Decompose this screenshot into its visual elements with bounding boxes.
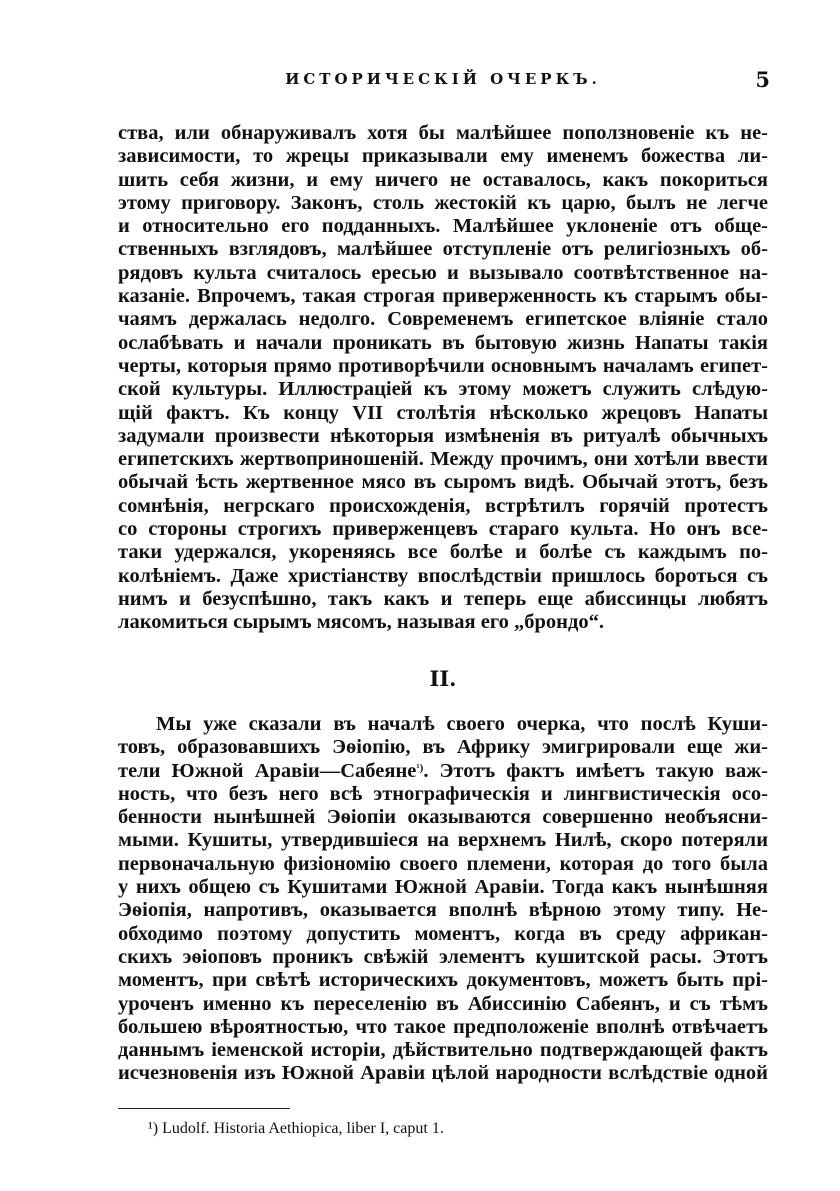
text-line: зависимости, то жрецы приказывали ему именемъ божества ли- xyxy=(118,145,768,168)
text-line: казаніе. Впрочемъ, такая строгая приверженность къ старымъ обы- xyxy=(118,285,768,308)
text-line: ства, или обнаруживалъ хотя бы малѣйшее поползновеніе къ не- xyxy=(118,122,768,144)
text-fragment: . Этотъ фактъ имѣетъ такую важ- xyxy=(423,759,768,782)
text-line: нимъ и безуспѣшно, такъ какъ и теперь еще абиссинцы любятъ xyxy=(118,587,768,610)
text-line: у нихъ общею съ Кушитами Южной Аравіи. Тогда какъ нынѣшняя xyxy=(118,876,768,899)
text-line: скихъ эѳіоповъ проникъ свѣжій элементъ кушитской расы. Этотъ xyxy=(118,945,768,968)
running-head xyxy=(118,67,770,94)
text-line: ослабѣвать и начали проникать въ бытовую жизнь Напаты такія xyxy=(118,331,768,354)
text-line: сомнѣнія, негрскаго происхожденія, встрѣтилъ горячій протестъ xyxy=(118,494,768,517)
text-line: бенности нынѣшней Эѳіопіи оказываются совершенно необъясни- xyxy=(118,806,768,829)
text-line: черты, которыя прямо противорѣчили основнымъ началамъ египет- xyxy=(118,354,768,377)
text-line: и относительно его подданныхъ. Малѣйшее уклоненіе отъ обще- xyxy=(118,215,768,238)
text-line: обходимо поэтому допустить моментъ, когда въ среду африкан- xyxy=(118,922,768,945)
text-line: Мы уже сказали въ началѣ своего очерка, что послѣ Куши- xyxy=(156,713,768,735)
text-line: исчезновенія изъ Южной Аравіи цѣлой народности вслѣдствіе одной xyxy=(118,1062,768,1085)
footnote-reference: ¹) xyxy=(416,761,424,774)
text-line: со стороны строгихъ приверженцевъ стараго культа. Но онъ все- xyxy=(118,518,768,541)
text-line: рядовъ культа считалось ересью и вызывало соотвѣтственное на- xyxy=(118,261,768,284)
footnote xyxy=(148,1120,748,1138)
text-line: щій фактъ. Къ концу VII столѣтія нѣсколько жрецовъ Напаты xyxy=(118,401,768,424)
footnote-marker: ¹) xyxy=(148,1120,159,1137)
text-line: большею вѣроятностью, что такое предположеніе вполнѣ отвѣчаетъ xyxy=(118,1015,768,1038)
text-line: обычай ѣсть жертвенное мясо въ сыромъ видѣ. Обычай этотъ, безъ xyxy=(118,471,768,494)
paragraph-1 xyxy=(118,122,768,635)
section-heading: II. xyxy=(429,666,457,691)
text-line: уроченъ именно къ переселенію въ Абиссинію Сабеянъ, и съ тѣмъ xyxy=(118,992,768,1015)
text-line-with-footnote xyxy=(118,760,768,783)
footnote-divider xyxy=(118,1108,290,1109)
running-title: ИСТОРИЧЕСКІЙ ОЧЕРКЪ. xyxy=(285,70,601,88)
text-line: ность, что безъ него всѣ этнографическія и лингвистическія осо- xyxy=(118,782,768,805)
text-line: таки удержался, укореняясь все болѣе и болѣе съ каждымъ по- xyxy=(118,541,768,564)
text-line: моментъ, при свѣтѣ историческихъ документовъ, можетъ быть пpi- xyxy=(118,969,768,992)
text-line: даннымъ іеменской исторіи, дѣйствительно подтверждающей фактъ xyxy=(118,1039,768,1062)
page-number: 5 xyxy=(755,67,770,92)
text-line: лакомиться сырымъ мясомъ, называя его „брондо“. xyxy=(118,611,604,634)
text-fragment: тели Южной Аравіи—Сабеяне xyxy=(118,759,417,782)
text-line: ской культуры. Иллюстраціей къ этому можетъ служить слѣдую- xyxy=(118,378,768,401)
text-line: этому приговору. Законъ, столь жестокій къ царю, былъ не легче xyxy=(118,191,768,214)
text-line: мыми. Кушиты, утвердившіеся на верхнемъ Нилѣ, скоро потеряли xyxy=(118,829,768,852)
paragraph-2 xyxy=(118,713,768,1086)
footnote-text: Ludolf. Historia Aethiopica, liber I, caput 1. xyxy=(162,1120,444,1137)
text-line: колѣніемъ. Даже христіанству впослѣдствіи пришлось бороться съ xyxy=(118,564,768,587)
text-line: задумали произвести нѣкоторыя измѣненія въ ритуалѣ обычныхъ xyxy=(118,424,768,447)
text-line: чаямъ держалась недолго. Современемъ египетское вліяніе стало xyxy=(118,308,768,331)
text-line: шить себя жизни, и ему ничего не оставалось, какъ покориться xyxy=(118,168,768,191)
text-line: египетскихъ жертвоприношеній. Между прочимъ, они хотѣли ввести xyxy=(118,448,768,471)
text-line: первоначальную физіономію своего племени, которая до того была xyxy=(118,852,768,875)
text-line: ственныхъ взглядовъ, малѣйшее отступленіе отъ религіозныхъ об- xyxy=(118,238,768,261)
text-line: товъ, образовавшихъ Эѳіопію, въ Африку эмигрировали еще жи- xyxy=(118,736,768,759)
text-line: Эѳіопія, напротивъ, оказывается вполнѣ вѣрною этому типу. Не- xyxy=(118,899,768,922)
